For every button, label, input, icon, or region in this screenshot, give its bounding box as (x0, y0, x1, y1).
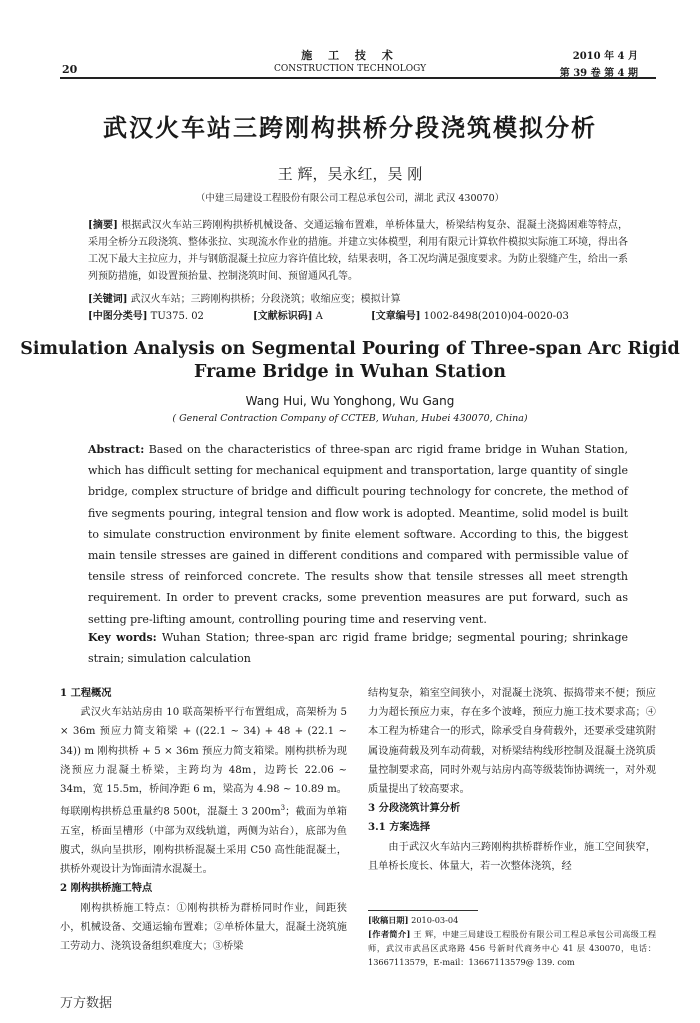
journal-name-cn: 施 工 技 术 (301, 49, 399, 62)
page-number: 20 (62, 63, 78, 76)
section-3-1-heading: 3.1 方案选择 (368, 821, 431, 834)
keywords-cn (88, 290, 628, 305)
class-number: [中图分类号] TU375. 02 (88, 311, 204, 322)
footnote-rule (368, 910, 478, 911)
keywords-cn-text: 武汉火车站；三跨刚构拱桥；分段浇筑；收缩应变；模拟计算 (130, 294, 401, 305)
section-2-paragraph: 刚构拱桥施工特点：①刚构拱桥为群桥同时作业，间距狭小，机械设备、交通运输布置难；②单桥体量大，混凝土浇筑施工劳动力、浇筑设备组织难度大；③桥梁 (60, 902, 347, 953)
section-2-continued: 结构复杂，箱室空间狭小，对混凝土浇筑、振捣带来不便；预应力为超长预应力束，存在多个波峰，预应力施工技术要求高；④本工程为桥建合一的形式，除承受自身荷载外，还要承受建筑附属设施荷载及列车动荷载，对桥梁结构线形控制及混凝土浇筑质量控制要求高，同时外观与站房内高等级装饰协调统一，对外观质量提出了较高要求。 (368, 688, 656, 796)
keywords-en-label: Key words: (88, 631, 157, 644)
paper-title-en: Simulation Analysis on Segmental Pouring of Three-span Arc Rigid Frame Bridge in Wuhan Station (20, 339, 680, 382)
abstract-en (88, 439, 628, 630)
authors-en: Wang Hui, Wu Yonghong, Wu Gang (245, 394, 455, 408)
authors-cn: 王 辉，吴永红，吴 刚 (277, 165, 423, 183)
article-number: [文章编号] 1002-8498(2010)04-0020-03 (371, 311, 569, 322)
abstract-en-label: Abstract: (88, 443, 145, 456)
abstract-cn (88, 217, 628, 285)
keywords-cn-label: [关键词] (88, 294, 128, 305)
watermark: 万方数据 (60, 996, 113, 1011)
abstract-en-text: Based on the characteristics of three-span arc rigid frame bridge in Wuhan Station, which has difficult setting for mechanical equipment and transportation, large quantity of single bridge, complex structure of bridge and difficult pouring technology for concrete, the method of five segments pouring, integral tension and flow work is adopted. Meantime, solid model is built to simulate construction environment by finite element software. According to this, the biggest main tensile stresses are gained in different conditions and compared with permissible value of tensile stress of reinforced concrete. The results show that tensile stresses all meet strength requirement. In order to prevent cracks, some prevention measures are put forward, such as setting pre-lifting amount, controlling pouring time and reserving vent. (88, 443, 628, 626)
journal-name-en: CONSTRUCTION TECHNOLOGY (273, 64, 427, 74)
header-rule (60, 77, 656, 79)
body-column-right (368, 684, 656, 876)
paper-title-cn: 武汉火车站三跨刚构拱桥分段浇筑模拟分析 (103, 113, 597, 142)
affiliation-en: ( General Contraction Company of CCTEB, Wuhan, Hubei 430070, China) (172, 413, 528, 424)
body-column-left (60, 684, 347, 956)
received-date-note: [收稿日期] 2010-03-04 (368, 915, 459, 925)
section-1-paragraph: 武汉火车站站房由 10 联高架桥平行布置组成，高架桥为 5 × 36m 预应力简支箱梁 + ((22.1 ~ 34) + 48 + (22.1 ~ 34)) m 刚构拱桥 + 5 × 36m 预应力简支箱梁。刚构拱桥为现浇预应力混凝土桥梁，主跨均为 48m，边跨长 22.06 ~ 34m，宽 15.5m，桥间净距 6 m，梁高为 4.98 ~ 10.89 m。每联刚构拱桥总重量约8 500t，混凝土 3 $200m^3$；截面为单箱五室，桥面呈槽形（中部为双线轨道，两侧为站台），底部为鱼腹式，纵向呈拱形，刚构拱桥混凝土采用 C50 高性能混凝土，拱桥外观设计为饰面清水混凝土。 (60, 707, 348, 876)
keywords-en-text: Wuhan Station; three-span arc rigid frame bridge; segmental pouring; shrinkage strain; simulation calculation (88, 631, 629, 666)
issue-date: 2010 年 4 月 (572, 51, 638, 62)
section-2-heading: 2 刚构拱桥施工特点 (60, 882, 153, 895)
author-bio-note: [作者简介] 王 辉，中建三局建设工程股份有限公司工程总承包公司高级工程师，武汉市武昌区武珞路 456 号新时代商务中心 41 层 430070，电话：13667113579，E-mail：13667113579@ 139. com (368, 929, 657, 967)
affiliation-cn: （中建三局建设工程股份有限公司工程总承包公司，湖北 武汉 430070） (195, 193, 505, 204)
abstract-cn-text: 根据武汉火车站三跨刚构拱桥机械设备、交通运输布置难，单桥体量大，桥梁结构复杂、混凝土浇捣困难等特点，采用全桥分五段浇筑、整体张拉、实现流水作业的措施。并建立实体模型，利用有限元计算软件模拟实际施工环境，得出各工况下最大主拉应力，并与钢筋混凝土拉应力容许值比较，结果表明，各工况均满足强度要求。为防止裂缝产生，给出一系列预防措施，如设置预抬量、控制浇筑时间、预留通风孔等。 (88, 220, 629, 282)
section-3-1-paragraph: 由于武汉火车站内三跨刚构拱桥群桥作业，施工空间狭窄，且单桥长度长、体量大，若一次整体浇筑，经 (368, 841, 656, 872)
abstract-cn-label: [摘要] (88, 220, 118, 231)
keywords-en (88, 627, 628, 669)
footnotes (368, 913, 656, 969)
section-3-heading: 3 分段浇筑计算分析 (368, 802, 461, 815)
section-1-heading: 1 工程概况 (60, 687, 112, 699)
doc-code: [文献标识码] A (253, 311, 323, 322)
issue-volume: 第 39 卷 第 4 期 (559, 68, 638, 79)
